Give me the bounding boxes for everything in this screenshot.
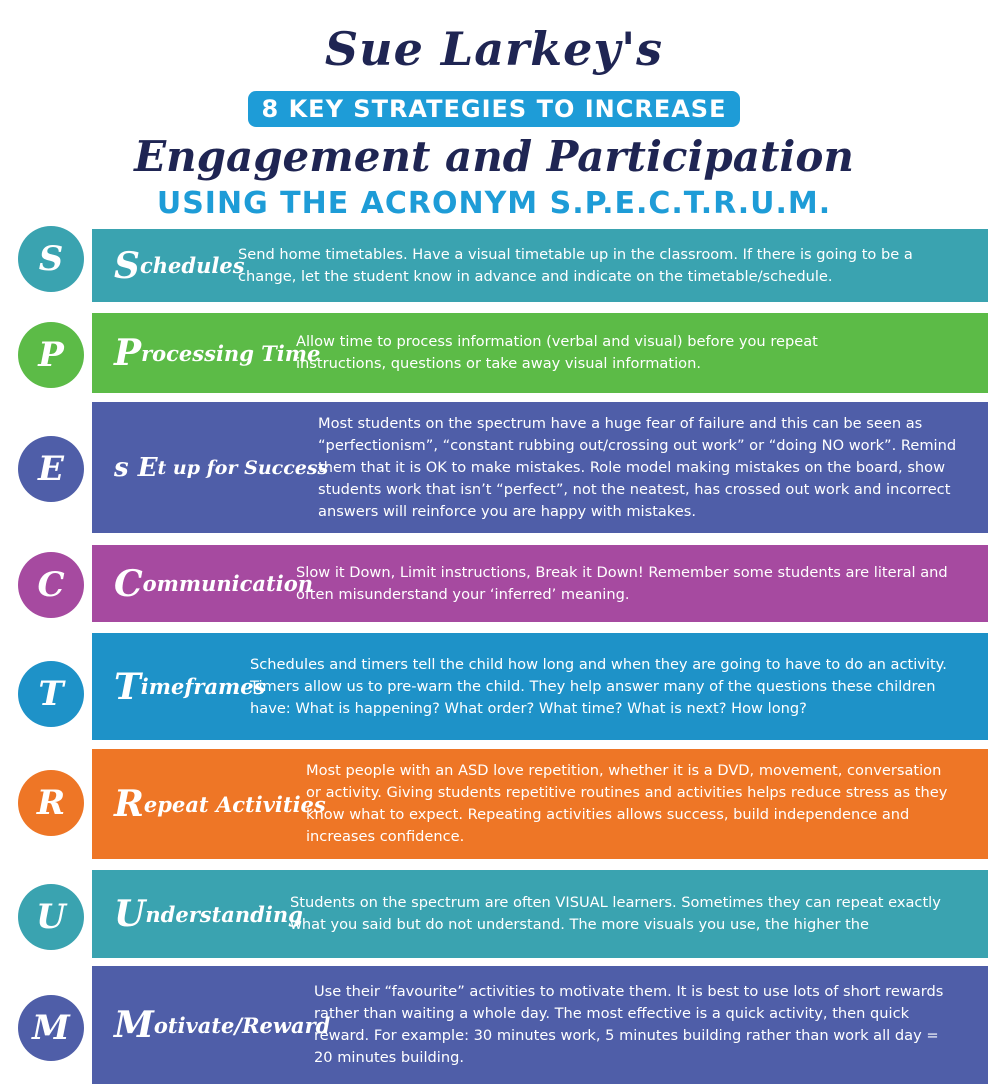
strategy-name: P rocessing Time <box>114 332 321 374</box>
strategy-name: S chedules <box>114 244 245 287</box>
strategy-description: Slow it Down, Limit instructions, Break it Down! Remember some students are literal and often misunderstand your ‘inferred’ meaning. <box>296 563 948 603</box>
badge-e: E <box>18 436 84 502</box>
strategy-name: R epeat Activities <box>114 783 326 825</box>
strategy-description: Schedules and timers tell the child how long and when they are going to have to do an activity. Timers allow us to pre-warn the child. They help answer many of the questions these children have: What is happening? What order? What time? What is next? How long? <box>250 655 947 717</box>
badge-m: M <box>18 995 84 1061</box>
badge-c: C <box>18 552 84 618</box>
strategy-description: Most people with an ASD love repetition, whether it is a DVD, movement, conversation or activity. Giving students repetitive routines and activities helps reduce stress as they know what to expect. Repeating activities allows success, build independence and increases confidence. <box>306 762 948 845</box>
strategy-band-communication <box>92 545 988 622</box>
badge-t: T <box>18 661 84 727</box>
strategy-description: Most students on the spectrum have a huge fear of failure and this can be seen as “perfectionism”, “constant rubbing out/crossing out work” or “doing NO work”. Remind them that it is OK to make mistakes. Role model making mistakes on the board, show students work that isn’t “perfect”, not the neatest, has crossed out work and incorrect answers will reinforce you are happy with mistakes. <box>318 414 957 520</box>
strategy-description: Allow time to process information (verbal and visual) before you repeat instructions, questions or take away visual information. <box>296 333 818 372</box>
strategy-name: C ommunication <box>114 562 313 605</box>
strategy-band-processing-time <box>92 313 988 393</box>
badge-u: U <box>18 884 84 950</box>
page-title: Sue Larkey's <box>324 22 664 76</box>
acronym-tagline: USING THE ACRONYM S.P.E.C.T.R.U.M. <box>156 186 832 221</box>
strategy-name: T imeframes <box>114 665 266 708</box>
strategy-name: s E t up for Success <box>114 452 329 483</box>
strategy-band-timeframes <box>92 633 988 740</box>
strategy-band-set-up-for-success <box>92 402 988 533</box>
badge-s: S <box>18 226 84 292</box>
strategy-description: Send home timetables. Have a visual timetable up in the classroom. If there is going to be a change, let the student know in advance and indicate on the timetable/schedule. <box>238 245 913 285</box>
banner-wrap <box>0 91 988 127</box>
strategy-name: U nderstanding <box>114 893 303 935</box>
banner-pill: 8 KEY STRATEGIES TO INCREASE <box>248 91 741 127</box>
strategy-name: M otivate/Reward <box>114 1004 331 1046</box>
badge-p: P <box>18 322 84 388</box>
badge-r: R <box>18 770 84 836</box>
strategy-description: Use their “favourite” activities to motivate them. It is best to use lots of short rewards rather than waiting a whole day. The most effective is a quick activity, then quick reward. For example: 30 minutes work, 5 minutes building rather than work all day = 20 minutes building. <box>314 983 944 1066</box>
strategy-band-motivate-reward <box>92 966 988 1084</box>
strategy-band-schedules <box>92 229 988 302</box>
strategy-band-repeat-activities <box>92 749 988 859</box>
strategy-description: Students on the spectrum are often VISUAL learners. Sometimes they can repeat exactly what you said but do not understand. The more visuals you use, the higher the <box>290 894 941 933</box>
strategy-band-understanding <box>92 870 988 958</box>
page-subtitle: Engagement and Participation <box>134 132 854 181</box>
